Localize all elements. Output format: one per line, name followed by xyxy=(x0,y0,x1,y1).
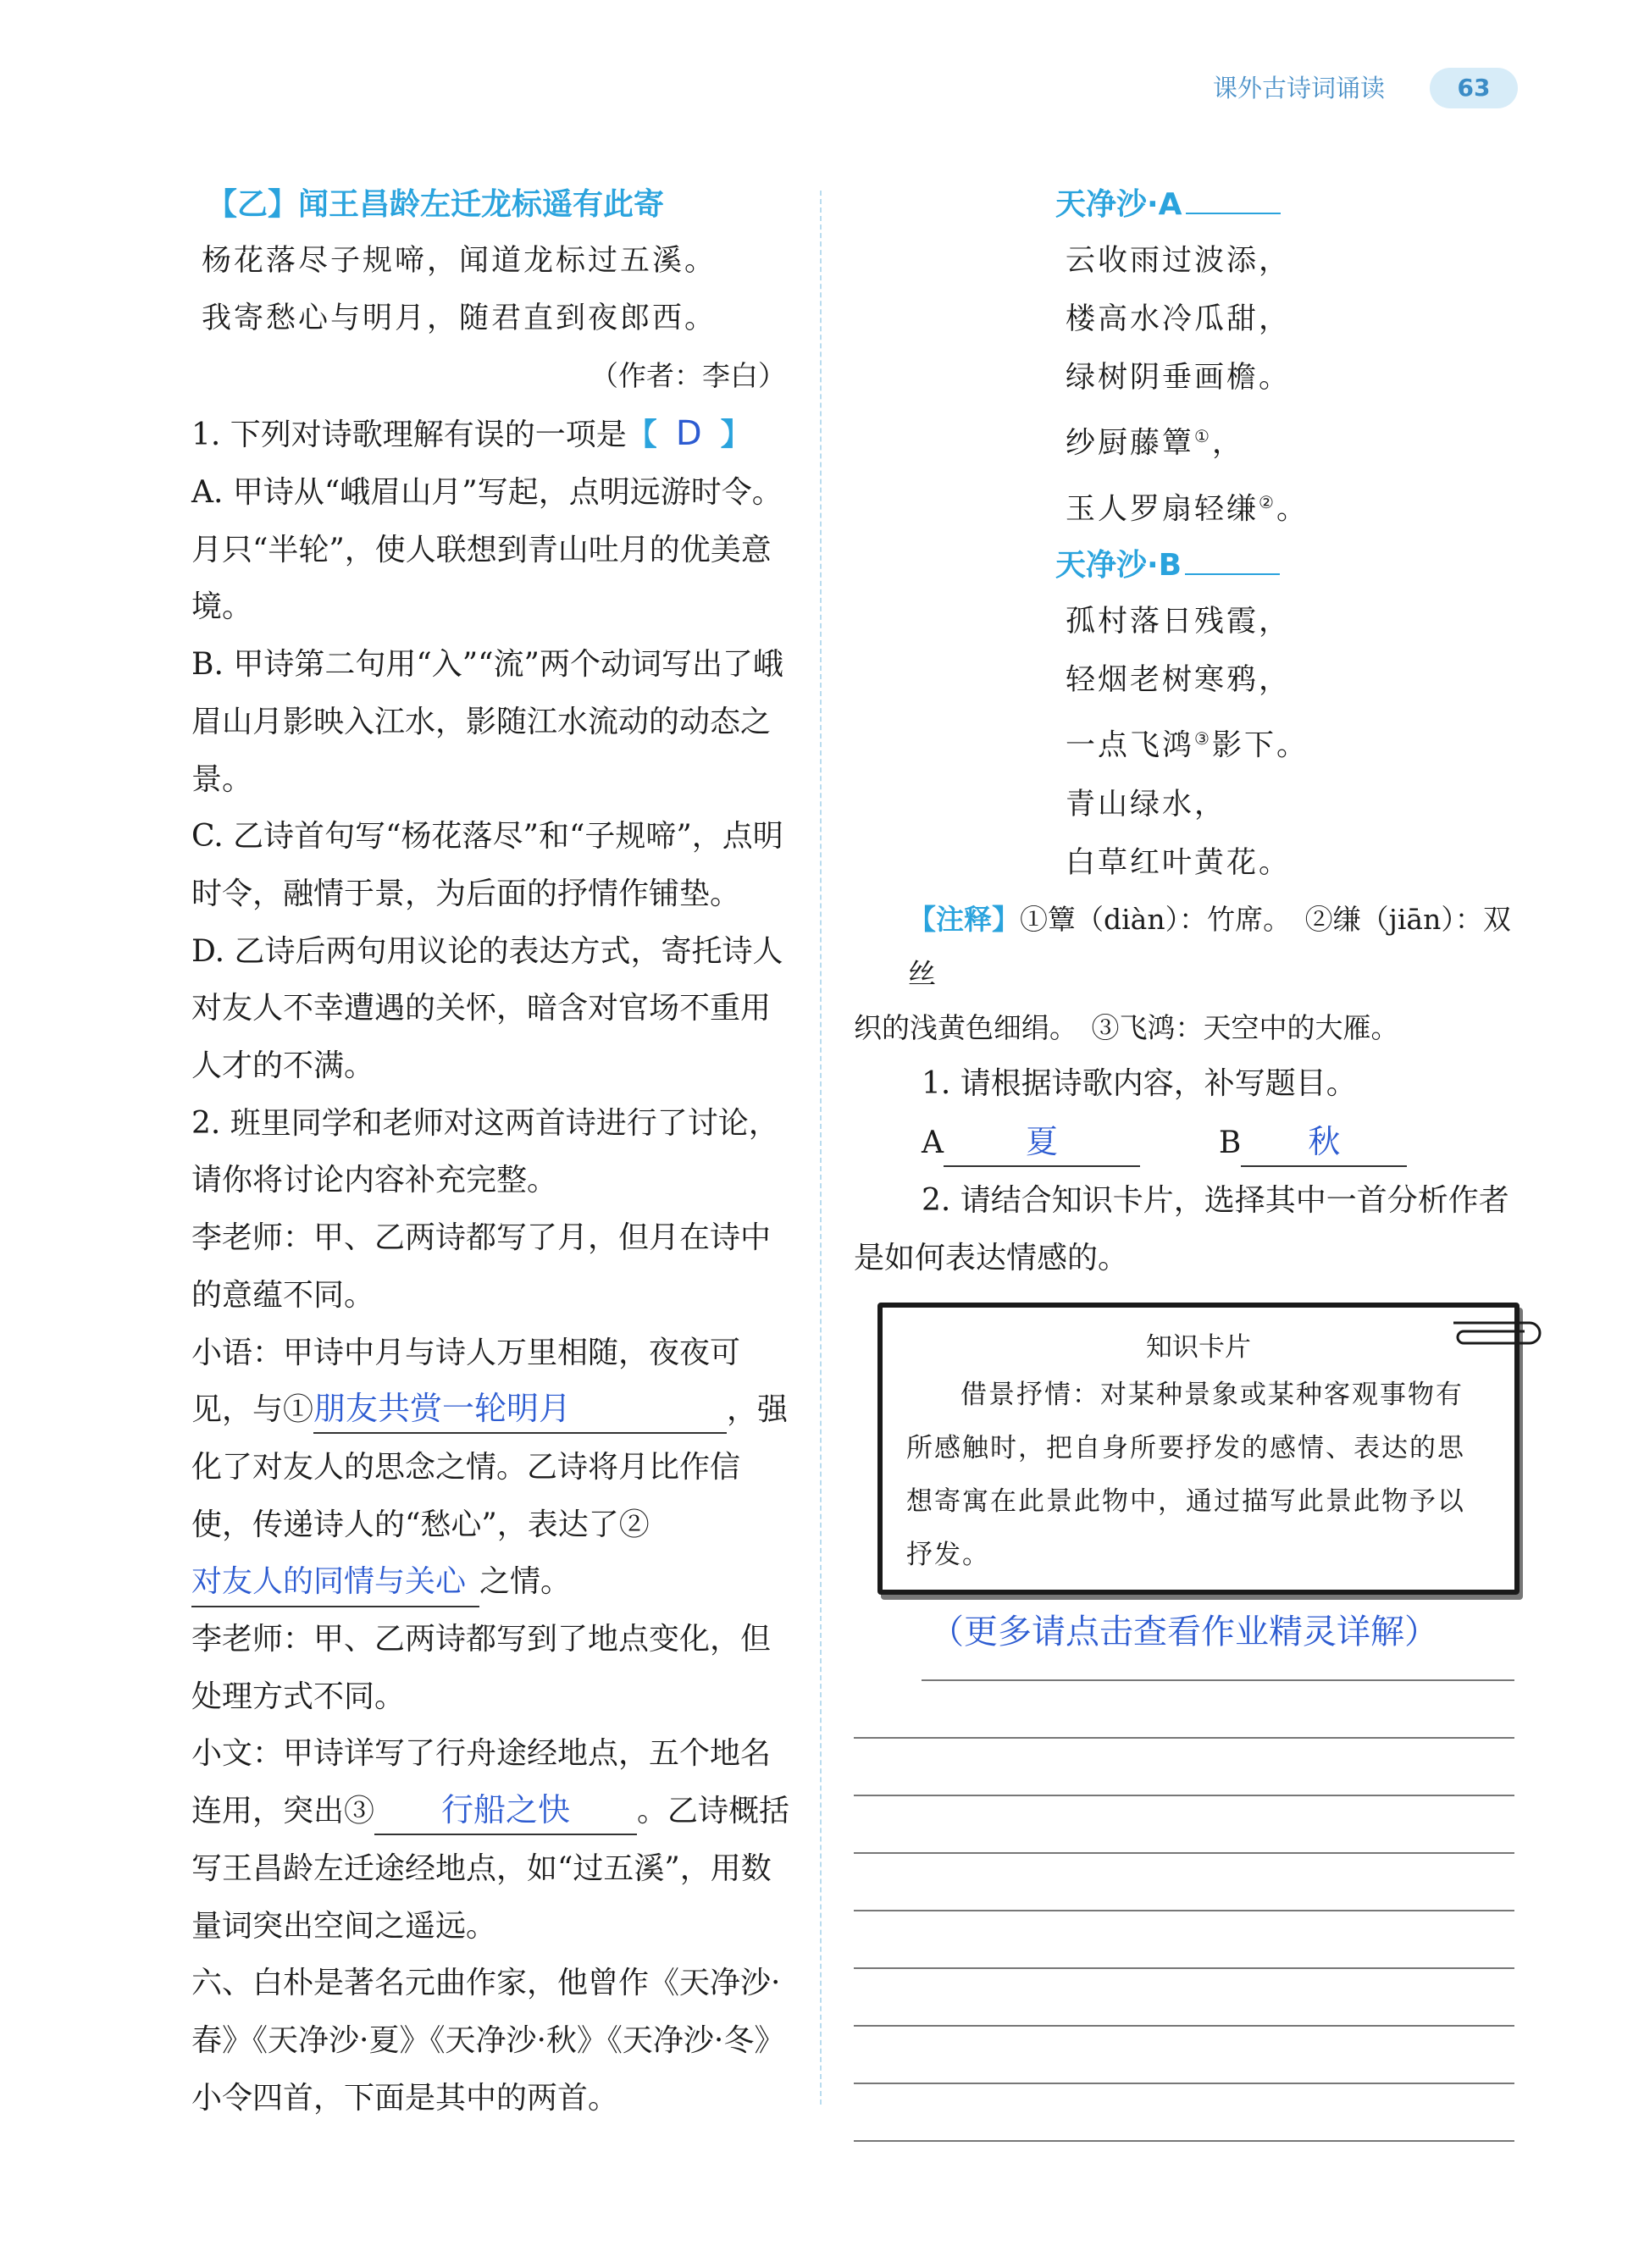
answer-blank-3: 行船之快 xyxy=(374,1786,637,1835)
option-d: D. 乙诗后两句用议论的表达方式，寄托诗人对友人不幸遭遇的关怀，暗含对官场不重用人才的不满。 xyxy=(191,933,783,1084)
answer-line xyxy=(854,1911,1514,1969)
answer-bracket-right: 】 xyxy=(720,418,751,452)
more-solutions-link[interactable]: （更多请点击查看作业精灵详解） xyxy=(930,1612,1438,1651)
left-column xyxy=(124,178,793,2127)
poem-line: 白草红叶黄花。 xyxy=(1066,845,1292,880)
option-a: A. 甲诗从“峨眉山月”写起，点明远游时令。月只“半轮”，使人联想到青山吐月的优美意境。 xyxy=(191,475,783,625)
poem-line: 我寄愁心与明月，随君直到夜郎西。 xyxy=(202,301,717,335)
answer-line xyxy=(854,2027,1514,2084)
poem-line: 青山绿水， xyxy=(1066,787,1227,821)
answer-line xyxy=(854,2084,1514,2142)
answer-line xyxy=(854,1739,1514,1796)
paperclip-icon xyxy=(1452,1314,1545,1348)
knowledge-card-title: 知识卡片 xyxy=(1146,1331,1251,1363)
title-blank-a xyxy=(1186,184,1281,214)
poem-b-title: 天净沙·B xyxy=(854,539,1514,593)
annotations-cont: 织的浅黄色细绢。 ③飞鸿：天空中的大雁。 xyxy=(854,1010,1399,1044)
poem-line: 云收雨过波添， xyxy=(1066,244,1292,278)
teacher-remark-moon: 李老师：甲、乙两诗都写了月，但月在诗中的意蕴不同。 xyxy=(191,1220,772,1313)
poem-line: 纱厨藤簟①， xyxy=(1066,426,1244,461)
poem-line: 楼高水冷瓜甜， xyxy=(1066,302,1292,336)
answer-line xyxy=(854,1681,1514,1739)
page-number-badge: 63 xyxy=(1430,68,1518,108)
answer-blank-2: 对友人的同情与关心 xyxy=(191,1558,479,1607)
header-section-title: 课外古诗词诵读 xyxy=(1213,74,1386,102)
poem-line: 轻烟老树寒鸦， xyxy=(1066,663,1292,698)
xiaowen-answer: 小文：甲诗详写了行舟途经地点，五个地名连用，突出③ 行船之快 。乙诗概括写王昌龄左迁途经地点，如“过五溪”，用数量词突出空间之遥远。 xyxy=(191,1736,790,1944)
title-answer-row xyxy=(854,1115,1514,1172)
answer-blank-b: 秋 xyxy=(1241,1118,1407,1167)
poem-line: 绿树阴垂画檐。 xyxy=(1066,361,1292,395)
answer-bracket-left: 【 xyxy=(626,418,657,452)
poem-author: （作者：李白） xyxy=(590,359,786,392)
answer-blank-1: 朋友共赏一轮明月 xyxy=(313,1385,727,1434)
poem-yi-title: 【乙】闻王昌龄左迁龙标遥有此寄 xyxy=(207,187,665,222)
poem-a-title: 天净沙·A xyxy=(854,178,1514,232)
note-marker-1: ① xyxy=(1194,426,1212,446)
xiaoyu-answer: 小语：甲诗中月与诗人万里相随，夜夜可见，与①朋友共赏一轮明月 ，强化了对友人的思念之情。乙诗将月比作信使，传递诗人的“愁心”，表达了②对友人的同情与关心 之情。 xyxy=(124,1325,793,1612)
poem-line: 杨花落尽子规啼，闻道龙标过五溪。 xyxy=(202,244,717,278)
poem-line: 孤村落日残霞， xyxy=(1066,605,1292,639)
option-b: B. 甲诗第二句用“入”“流”两个动词写出了峨眉山月影映入江水，影随江水流动的动态之景。 xyxy=(191,647,783,797)
question-2-stem: 2. 班里同学和老师对这两首诗进行了讨论，请你将讨论内容补充完整。 xyxy=(191,1105,779,1198)
poem-line: 玉人罗扇轻缣②。 xyxy=(1066,491,1309,527)
knowledge-card xyxy=(877,1303,1520,1595)
right-column xyxy=(854,178,1514,2142)
answer-line xyxy=(854,1854,1514,1911)
answer-line xyxy=(854,1969,1514,2027)
answer-blank-a: 夏 xyxy=(944,1118,1140,1167)
label-a: A xyxy=(922,1125,944,1160)
note-marker-2: ② xyxy=(1259,491,1276,512)
right-question-1-stem: 1. 请根据诗歌内容，补写题目。 xyxy=(922,1065,1357,1101)
column-divider xyxy=(820,191,822,2105)
option-c: C. 乙诗首句写“杨花落尽”和“子规啼”，点明时令，融情于景，为后面的抒情作铺垫。 xyxy=(191,819,783,911)
teacher-remark-place: 李老师：甲、乙两诗都写到了地点变化，但处理方式不同。 xyxy=(191,1622,772,1714)
note-marker-3: ③ xyxy=(1194,728,1212,750)
knowledge-card-text: 借景抒情：对某种景象或某种客观事物有所感触时，把自身所要抒发的感情、表达的思想寄寓在此景此物中，通过描写此景此物予以抒发。 xyxy=(906,1379,1465,1570)
section-6-intro: 六、白朴是著名元曲作家，他曾作《天净沙·春》《天净沙·夏》《天净沙·秋》《天净沙·冬》小令四首，下面是其中的两首。 xyxy=(191,1966,785,2116)
annotations: 【注释】①簟（diàn）：竹席。 ②缣（jiān）：双丝 xyxy=(908,902,1511,990)
answer-line xyxy=(854,1796,1514,1854)
answer-line xyxy=(922,1659,1514,1681)
title-blank-b xyxy=(1185,545,1280,575)
annotations-tag: 【注释】 xyxy=(908,902,1020,936)
question-1-answer: D xyxy=(675,414,702,453)
right-question-2-stem: 2. 请结合知识卡片，选择其中一首分析作者是如何表达情感的。 xyxy=(854,1182,1509,1275)
question-1-stem xyxy=(124,405,793,464)
label-b: B xyxy=(1218,1125,1242,1160)
question-1-text: 1. 下列对诗歌理解有误的一项是 xyxy=(191,418,627,452)
poem-line: 一点飞鸿③影下。 xyxy=(1066,728,1309,763)
